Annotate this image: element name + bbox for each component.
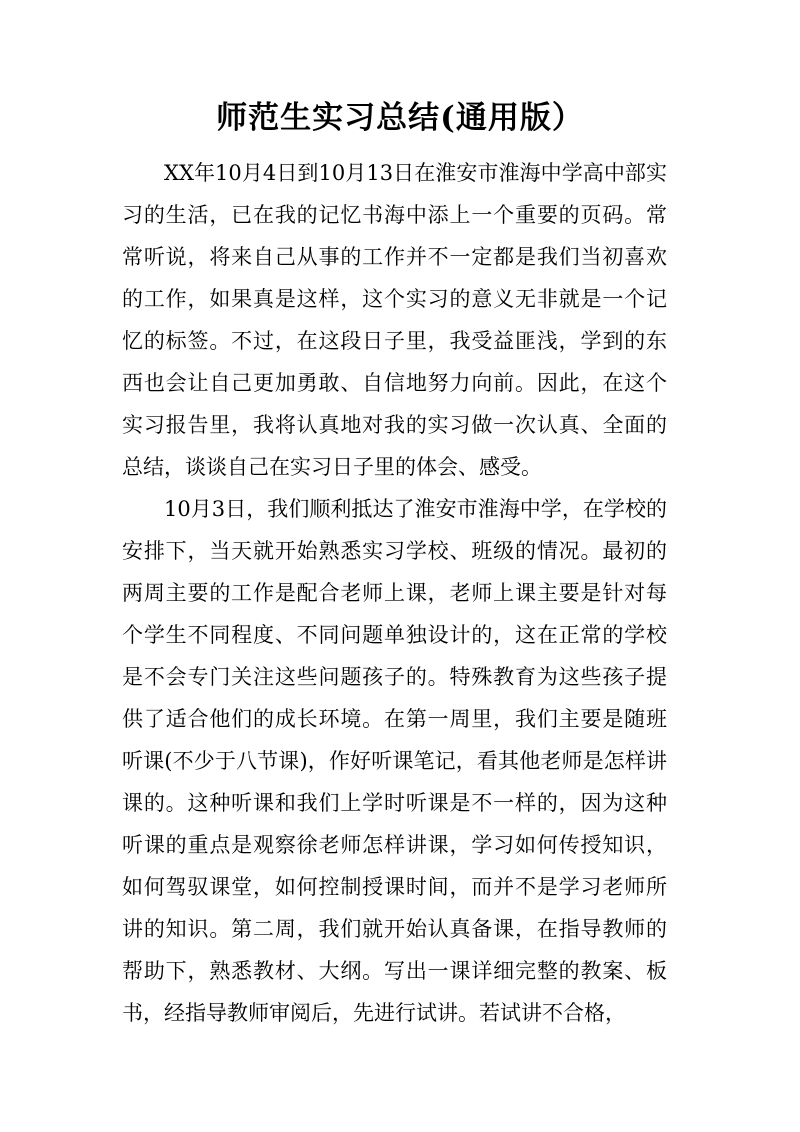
document-body [122, 152, 667, 1034]
paragraph-2: 10月3日，我们顺利抵达了淮安市淮海中学，在学校的安排下，当天就开始熟悉实习学校、班级的情况。最初的两周主要的工作是配合老师上课，老师上课主要是针对每个学生不同程度、不同问题单独设计的，这在正常的学校是不会专门关注这些问题孩子的。特殊教育为这些孩子提供了适合他们的成长环境。在第一周里，我们主要是随班听课(不少于八节课)，作好听课笔记，看其他老师是怎样讲课的。这种听课和我们上学时听课是不一样的，因为这种听课的重点是观察徐老师怎样讲课，学习如何传授知识，如何驾驭课堂，如何控制授课时间，而并不是学习老师所讲的知识。第二周，我们就开始认真备课，在指导教师的帮助下，熟悉教材、大纲。写出一课详细完整的教案、板书，经指导教师审阅后，先进行试讲。若试讲不合格， [122, 497, 667, 1025]
paragraph-1: XX年10月4日到10月13日在淮安市淮海中学高中部实习的生活，已在我的记忆书海中添上一个重要的页码。常常听说，将来自己从事的工作并不一定都是我们当初喜欢的工作，如果真是这样，这个实习的意义无非就是一个记忆的标签。不过，在这段日子里，我受益匪浅，学到的东西也会让自己更加勇敢、自信地努力向前。因此，在这个实习报告里，我将认真地对我的实习做一次认真、全面的总结，谈谈自己在实习日子里的体会、感受。 [122, 161, 667, 479]
document-title: 师范生实习总结(通用版） [216, 100, 584, 136]
